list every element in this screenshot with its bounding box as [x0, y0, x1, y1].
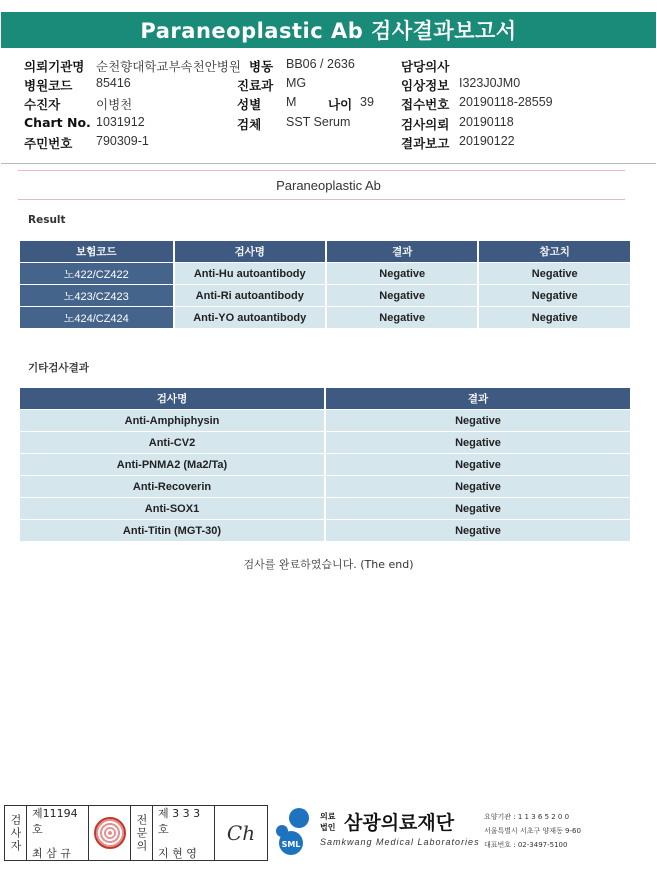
test-name: Anti-Ri autoantibody [175, 285, 325, 306]
test-result: Negative [327, 285, 477, 306]
other-results-table [18, 387, 632, 542]
other-results-heading: 기타검사결과 [28, 362, 89, 374]
table-row [20, 498, 630, 519]
section-rule-top [18, 170, 625, 171]
patient-label: 수진자 [24, 97, 61, 112]
result-header-row [20, 241, 630, 262]
reference-value: Negative [479, 263, 630, 284]
hospital-code-label: 병원코드 [24, 78, 73, 93]
specialist-vertical-text: 전문의 [135, 813, 148, 853]
official-seal-icon [94, 817, 126, 849]
dept-value: MG [286, 76, 307, 90]
info-block [0, 0, 657, 160]
tester-license: 제11194호 [32, 807, 78, 836]
table-row [20, 476, 630, 497]
insurance-code: 노424/CZ424 [20, 307, 173, 328]
end-note: 검사를 완료하였습니다. (The end) [243, 558, 414, 571]
org-address: 서울특별시 서초구 양재동 9-60 [484, 827, 581, 835]
test-name: Anti-CV2 [20, 432, 324, 453]
table-row [20, 410, 630, 431]
sml-logo-icon [272, 806, 314, 856]
handwritten-signature: Ch [226, 821, 256, 845]
test-name: Anti-YO autoantibody [175, 307, 325, 328]
org-phone: 대표번호 : 02-3497-5100 [484, 841, 568, 849]
test-result: Negative [326, 410, 630, 431]
divider [1, 163, 656, 164]
ward-value: BB06 / 2636 [286, 57, 355, 71]
sex-value: M [286, 95, 297, 109]
col-test-name: 검사명 [175, 241, 325, 262]
ward-label: 병동 [249, 59, 274, 74]
test-result: Negative [326, 498, 630, 519]
hospital-code-value: 85416 [96, 76, 131, 90]
table-row [20, 285, 630, 306]
reference-value: Negative [479, 285, 630, 306]
org-type-bottom: 법인 [320, 823, 336, 832]
tester-vertical-text: 검사자 [9, 813, 22, 853]
col-result: 결과 [327, 241, 477, 262]
test-name: Anti-PNMA2 (Ma2/Ta) [20, 454, 324, 475]
dept-label: 진료과 [237, 78, 274, 93]
org-type-top: 의료 [320, 812, 336, 821]
tester-name: 최 삼 규 [32, 847, 71, 860]
request-value: 20190118 [459, 115, 514, 129]
test-name: Anti-Titin (MGT-30) [20, 520, 324, 541]
insurance-code: 노423/CZ423 [20, 285, 173, 306]
col-code: 보험코드 [20, 241, 173, 262]
other-header-row [20, 388, 630, 409]
age-label: 나이 [328, 97, 353, 112]
org-license: 요양기관 : 1 1 3 6 5 2 0 0 [484, 813, 570, 821]
tester-seal-cell [89, 806, 131, 860]
result-heading: Result [28, 214, 66, 226]
report-label: 결과보고 [401, 136, 450, 151]
table-row [20, 307, 630, 328]
clinical-value: I323J0JM0 [459, 76, 521, 90]
specialist-license: 제 3 3 3 호 [158, 807, 201, 836]
section-title: Paraneoplastic Ab [276, 178, 381, 193]
institution-value: 순천향대학교부속천안병원 [96, 60, 241, 74]
table-row [20, 432, 630, 453]
test-name: Anti-Hu autoantibody [175, 263, 325, 284]
report-title: Paraneoplastic Ab 검사결과보고서 [1, 12, 656, 48]
tester-vertical-label [5, 806, 27, 860]
report-value: 20190122 [459, 134, 515, 148]
specimen-value: SST Serum [286, 115, 351, 129]
test-name: Anti-Amphiphysin [20, 410, 324, 431]
specialist-info [153, 806, 215, 860]
accession-label: 접수번호 [401, 97, 450, 112]
chart-label: Chart No. [24, 115, 91, 130]
age-value: 39 [360, 95, 374, 109]
test-result: Negative [326, 520, 630, 541]
test-result: Negative [327, 307, 477, 328]
test-result: Negative [326, 454, 630, 475]
test-name: Anti-Recoverin [20, 476, 324, 497]
table-row [20, 263, 630, 284]
signature-box [4, 805, 268, 861]
test-result: Negative [326, 432, 630, 453]
accession-value: 20190118-28559 [459, 95, 553, 109]
specialist-name: 지 현 영 [158, 847, 197, 860]
insurance-code: 노422/CZ422 [20, 263, 173, 284]
id-value: 790309-1 [96, 134, 149, 148]
institution-label: 의뢰기관명 [24, 59, 85, 74]
doctor-label: 담당의사 [401, 59, 450, 74]
patient-value: 이병천 [96, 98, 133, 112]
logo-text: SML [281, 840, 301, 849]
specimen-label: 검체 [237, 117, 262, 132]
clinical-label: 임상정보 [401, 78, 450, 93]
sex-label: 성별 [237, 97, 262, 112]
specialist-signature-cell [215, 806, 267, 860]
id-label: 주민번호 [24, 136, 73, 151]
test-result: Negative [326, 476, 630, 497]
specialist-vertical-label [131, 806, 153, 860]
section-rule-bottom [18, 199, 625, 200]
reference-value: Negative [479, 307, 630, 328]
chart-value: 1031912 [96, 115, 145, 129]
test-name: Anti-SOX1 [20, 498, 324, 519]
table-row [20, 520, 630, 541]
col-test-name: 검사명 [20, 388, 324, 409]
org-name: 삼광의료재단 [344, 812, 455, 834]
org-english-name: Samkwang Medical Laboratories [320, 837, 480, 847]
test-result: Negative [327, 263, 477, 284]
request-label: 검사의뢰 [401, 117, 450, 132]
organization-block [320, 805, 650, 860]
result-table [18, 240, 632, 329]
col-reference: 참고치 [479, 241, 630, 262]
col-result: 결과 [326, 388, 630, 409]
table-row [20, 454, 630, 475]
tester-info [27, 806, 89, 860]
